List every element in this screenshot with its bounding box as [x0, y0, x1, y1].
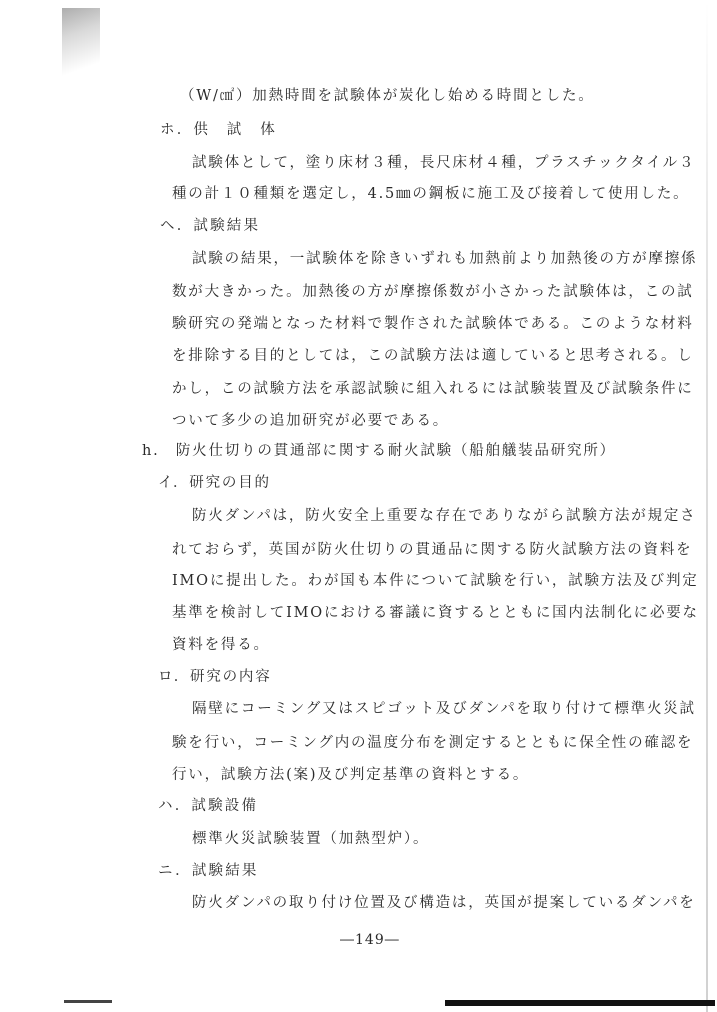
scan-corner-shadow: [62, 8, 100, 80]
section-heading-ro: ロ．研究の内容: [158, 669, 272, 685]
text-line: 標準火災試験装置（加熱型炉）。: [192, 831, 430, 847]
text-line: 試験体として，塗り床材３種，長尺床材４種，プラスチックタイル３: [192, 155, 696, 171]
text-line: かし，この試験方法を承認試験に組入れるには試験装置及び試験条件に: [172, 381, 694, 397]
section-heading-i: イ．研究の目的: [158, 475, 271, 491]
text-line: ついて多少の追加研究が必要である。: [172, 413, 450, 429]
text-line: 隔壁にコーミング又はスピゴット及びダンパを取り付けて標準火災試: [192, 701, 696, 717]
text-line: 数が大きかった。加熱後の方が摩擦係数が小さかった試験体は，この試: [172, 284, 694, 300]
section-heading-ho: ホ．供 試 体: [160, 122, 277, 138]
text-line: 試験の結果，一試験体を除きいずれも加熱前より加熱後の方が摩擦係: [192, 251, 698, 267]
scan-bottom-left-mark: [64, 1000, 112, 1003]
text-line: （W/㎠）加熱時間を試験体が炭化し始める時間とした。: [180, 88, 595, 104]
section-heading-ni: ニ．試験結果: [158, 863, 259, 879]
text-line: 験研究の発端となった材料で製作された試験体である。このような材料: [172, 316, 694, 332]
text-line: 資料を得る。: [172, 637, 270, 653]
scan-right-edge: [706, 0, 708, 1012]
text-line: 種の計１０種類を選定し，4.5㎜の鋼板に施工及び接着して使用した。: [172, 186, 690, 202]
scan-bottom-edge: [445, 1000, 715, 1006]
text-line: 防火ダンパは，防火安全上重要な存在でありながら試験方法が規定さ: [192, 508, 697, 524]
text-line: を排除する目的としては，この試験方法は適していると思考される。し: [172, 348, 694, 364]
text-line: 験を行い，コーミング内の温度分布を測定するとともに保全性の確認を: [172, 735, 694, 751]
section-heading-ha: ハ．試験設備: [158, 798, 259, 814]
section-heading-he: ヘ．試験結果: [160, 218, 261, 234]
text-line: れておらず，英国が防火仕切りの貫通品に関する防火試験方法の資料を: [172, 542, 693, 558]
text-line: 行い，試験方法(案)及び判定基準の資料とする。: [172, 767, 530, 783]
page-number: ―149―: [340, 932, 400, 948]
text-line: IMOに提出した。わが国も本件について試験を行い，試験方法及び判定: [172, 573, 699, 589]
text-line: 基準を検討してIMOにおける審議に資するとともに国内法制化に必要な: [172, 605, 699, 621]
section-heading-h: h. 防火仕切りの貫通部に関する耐火試験（船舶艤装品研究所）: [142, 443, 616, 459]
text-line: 防火ダンパの取り付け位置及び構造は，英国が提案しているダンパを: [192, 895, 696, 911]
